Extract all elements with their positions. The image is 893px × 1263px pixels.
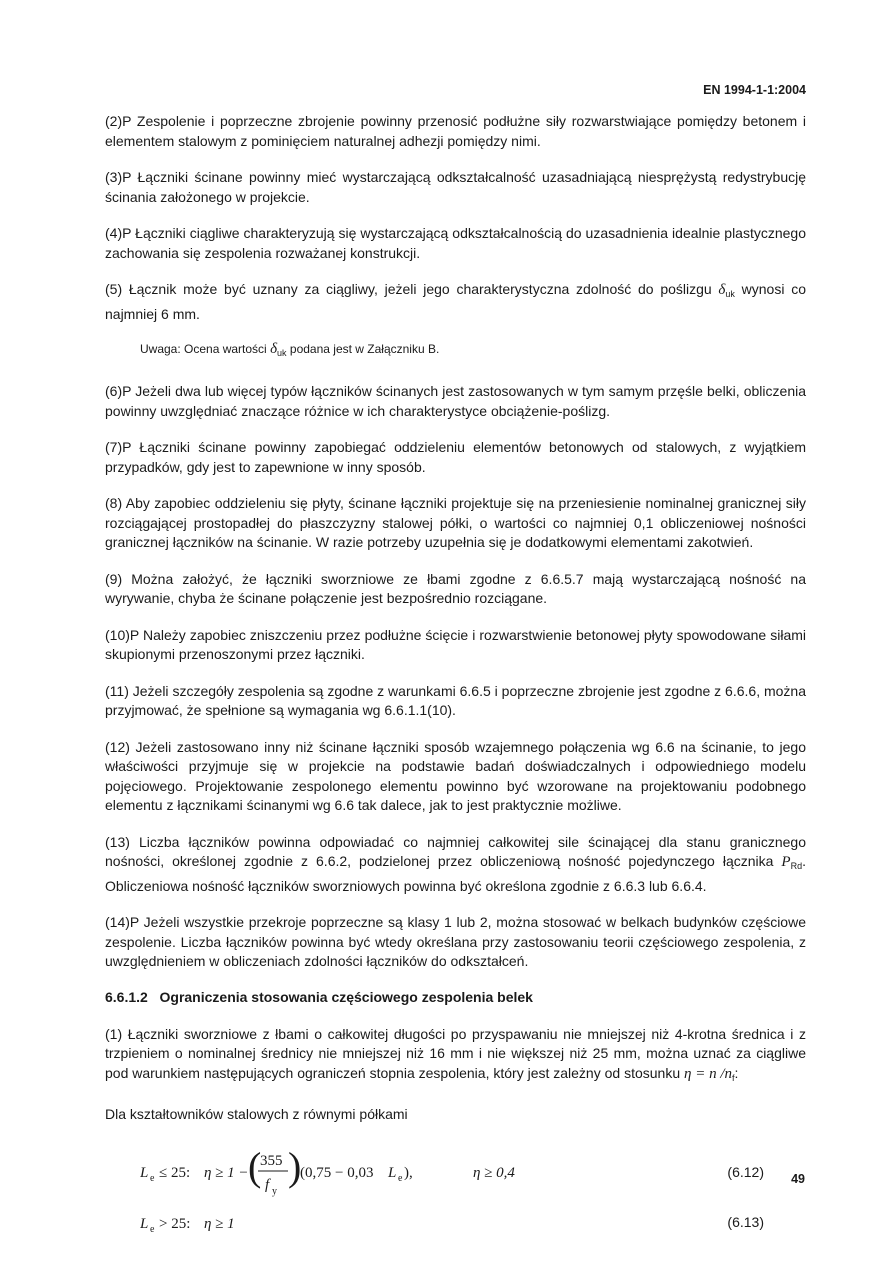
eq1-tail-before: (0,75 − 0,03 xyxy=(300,1164,374,1181)
paragraph-8: (8) Aby zapobiec oddzieleniu się płyty, ścinane łączniki projektuje się na przeniesienie nominalnej granicznej siły rozciągającej prostopadłej do płaszczyzny stalowej półki, o wartości co najmniej 0,1 obliczeniowej nośności granicznej łączników na ścinanie. W razie potrzeby uzupełnia się je dodatkowymi elementami zakotwień. xyxy=(105,495,806,550)
note-text: Uwaga: Ocena wartości xyxy=(140,342,271,356)
equation-6-13 xyxy=(105,1204,806,1240)
paragraph-5-tail: wynosi co najmniej 6 mm. xyxy=(105,281,806,322)
paragraph-4: (4)P Łączniki ciągliwe charakteryzują się wystarczającą odkształcalnością do uzasadnienia idealnie plastycznego zachowania się zespolenia rozważanej konstrukcji. xyxy=(105,225,806,261)
eq1-frac-num: 355 xyxy=(260,1152,283,1169)
eq1-cond-sub: e xyxy=(150,1172,155,1184)
eq1-tail-var: L xyxy=(388,1164,397,1181)
eq2-lhs: η ≥ 1 xyxy=(204,1215,235,1232)
paragraph-13-text: (13) Liczba łączników powinna odpowiadać co najmniej całkowitej sile ścinającej dla stanu granicznego nośności, określonej zgodnie z 6.6.2, podzielonej przez obliczeniową nośność pojedynczego łącznika xyxy=(105,833,806,869)
standard-header: EN 1994-1-1:2004 xyxy=(703,83,806,97)
paragraph-12: (12) Jeżeli zastosowano inny niż ścinane łączniki sposób wzajemnego połączenia wg 6.6 na ścinanie, to jego właściwości przyjmuje się w projekcie na podstawie badań doświadczalnych i odpowiedniego modelu pojęciowego. Projektowanie zespolonego elementu powinno być wzorowane na projektowaniu podobnego elementu z łącznikami ścinanymi wg 6.6 tak dalece, jak to jest praktycznie możliwe. xyxy=(105,738,806,813)
eq2-cond-var: L xyxy=(140,1215,149,1232)
section-paragraph-1-tail: : xyxy=(734,1064,739,1081)
eq2-cond-sub: e xyxy=(150,1223,155,1235)
paragraph-9: (9) Można założyć, że łączniki sworzniowe ze łbami zgodne z 6.6.5.7 mają wystarczającą nośność na wyrywanie, chyba że ścinane połączenie jest bezpośrednio rozciągane. xyxy=(105,570,806,606)
section-intro: Dla kształtowników stalowych z równymi półkami xyxy=(105,1106,408,1122)
eq1-extra-condition: η ≥ 0,4 xyxy=(473,1164,515,1181)
equation-number-6-12: (6.12) xyxy=(727,1163,764,1180)
section-number: 6.6.1.2 xyxy=(105,988,148,1005)
eq1-frac-den-var: f xyxy=(265,1176,270,1193)
note-delta-symbol: δ xyxy=(270,341,278,357)
paragraph-5 xyxy=(105,280,806,324)
equation-6-12 xyxy=(105,1142,806,1202)
eq1-lhs: η ≥ 1 − xyxy=(204,1164,249,1181)
paragraph-7: (7)P Łączniki ścinane powinny zapobiegać oddzieleniu elementów betonowych od stalowych, z wyjątkiem przypadków, gdy jest to zapewnione w inny sposób. xyxy=(105,439,806,475)
paragraph-3: (3)P Łączniki ścinane powinny mieć wystarczającą odkształcalność uzasadniającą niesprężystą redystrybucję ścinania założonego w projekcie. xyxy=(105,169,806,205)
eq1-left-paren: ( xyxy=(248,1143,262,1189)
delta-symbol: δ xyxy=(718,282,726,298)
paragraph-6: (6)P Jeżeli dwa lub więcej typów łączników ścinanych jest zastosowanych w tym samym przęśle belki, obliczenia powinny uwzględniać znaczące różnice w ich charakterystyce obciążenie-poślizg. xyxy=(105,383,806,419)
section-title: Ograniczenia stosowania częściowego zespolenia belek xyxy=(159,988,533,1005)
paragraph-5-text: (5) Łącznik może być uznany za ciągliwy, jeżeli jego charakterystyczna zdolność do poślizgu xyxy=(105,281,719,297)
page-number: 49 xyxy=(791,1172,805,1186)
section-paragraph-1 xyxy=(105,1025,806,1089)
eq2-cond-rel: > 25: xyxy=(159,1215,191,1232)
equation-number-6-13: (6.13) xyxy=(727,1213,764,1230)
eq1-cond-var: L xyxy=(140,1164,149,1181)
eq1-cond-rel: ≤ 25: xyxy=(159,1164,191,1181)
paragraph-10: (10)P Należy zapobiec zniszczeniu przez podłużne ścięcie i rozwarstwienie betonowej płyty spowodowane siłami skupionymi przenoszonymi przez łączniki. xyxy=(105,626,806,662)
note-delta-subscript: uk xyxy=(277,348,287,358)
eq1-frac-den-sub: y xyxy=(272,1185,277,1197)
section-paragraph-1-text: (1) Łączniki sworzniowe z łbami o całkowitej długości po przyspawaniu nie mniejszej niż 4-krotna średnica i z trzpieniem o nominalnej średnicy nie mniejszej niż 16 mm i nie większej niż 25 mm, można uznać za ciągliwe pod warunkiem następujących ograniczeń stopnia zespolenia, który jest zależny od stosunku xyxy=(105,1025,806,1081)
delta-subscript: uk xyxy=(725,289,735,299)
eta-ratio-formula: η = n /n xyxy=(684,1065,732,1082)
paragraph-13 xyxy=(105,833,806,897)
eq1-right-paren: ) xyxy=(288,1143,302,1189)
paragraph-13-tail: . Obliczeniowa nośność łączników sworzniowych powinna być określona zgodnie z 6.6.3 lub 6.6.4. xyxy=(105,853,806,894)
paragraph-2: (2)P Zespolenie i poprzeczne zbrojenie powinny przenosić podłużne siły rozwarstwiające pomiędzy betonem i elementem stalowym z pominięciem naturalnej adhezji pomiędzy nimi. xyxy=(105,113,806,149)
paragraph-14: (14)P Jeżeli wszystkie przekroje poprzeczne są klasy 1 lub 2, można stosować w belkach budynków częściowe zespolenie. Liczba łączników powinna być wtedy określana przy zastosowaniu teorii częściowego zespolenia, z uwzględnieniem w obliczeniach zdolności łączników do odkształceń. xyxy=(105,914,806,969)
equation-6-12-formula xyxy=(140,1142,700,1202)
p-rd-symbol: P xyxy=(781,854,791,870)
paragraph-11: (11) Jeżeli szczegóły zespolenia są zgodne z warunkami 6.6.5 i poprzeczne zbrojenie jest zgodne z 6.6.6, można przyjmować, że spełnione są wymagania wg 6.6.1.1(10). xyxy=(105,682,806,718)
note xyxy=(140,341,806,362)
note-tail: podana jest w Załączniku B. xyxy=(286,342,440,356)
document-body xyxy=(105,112,806,1240)
section-heading xyxy=(105,989,806,1005)
eq1-tail-sub: e xyxy=(398,1172,403,1184)
p-rd-subscript: Rd xyxy=(790,861,803,871)
eta-ratio-subscript: f xyxy=(731,1072,735,1083)
eq1-tail-after: ), xyxy=(404,1164,413,1181)
equation-6-13-formula xyxy=(140,1204,440,1240)
